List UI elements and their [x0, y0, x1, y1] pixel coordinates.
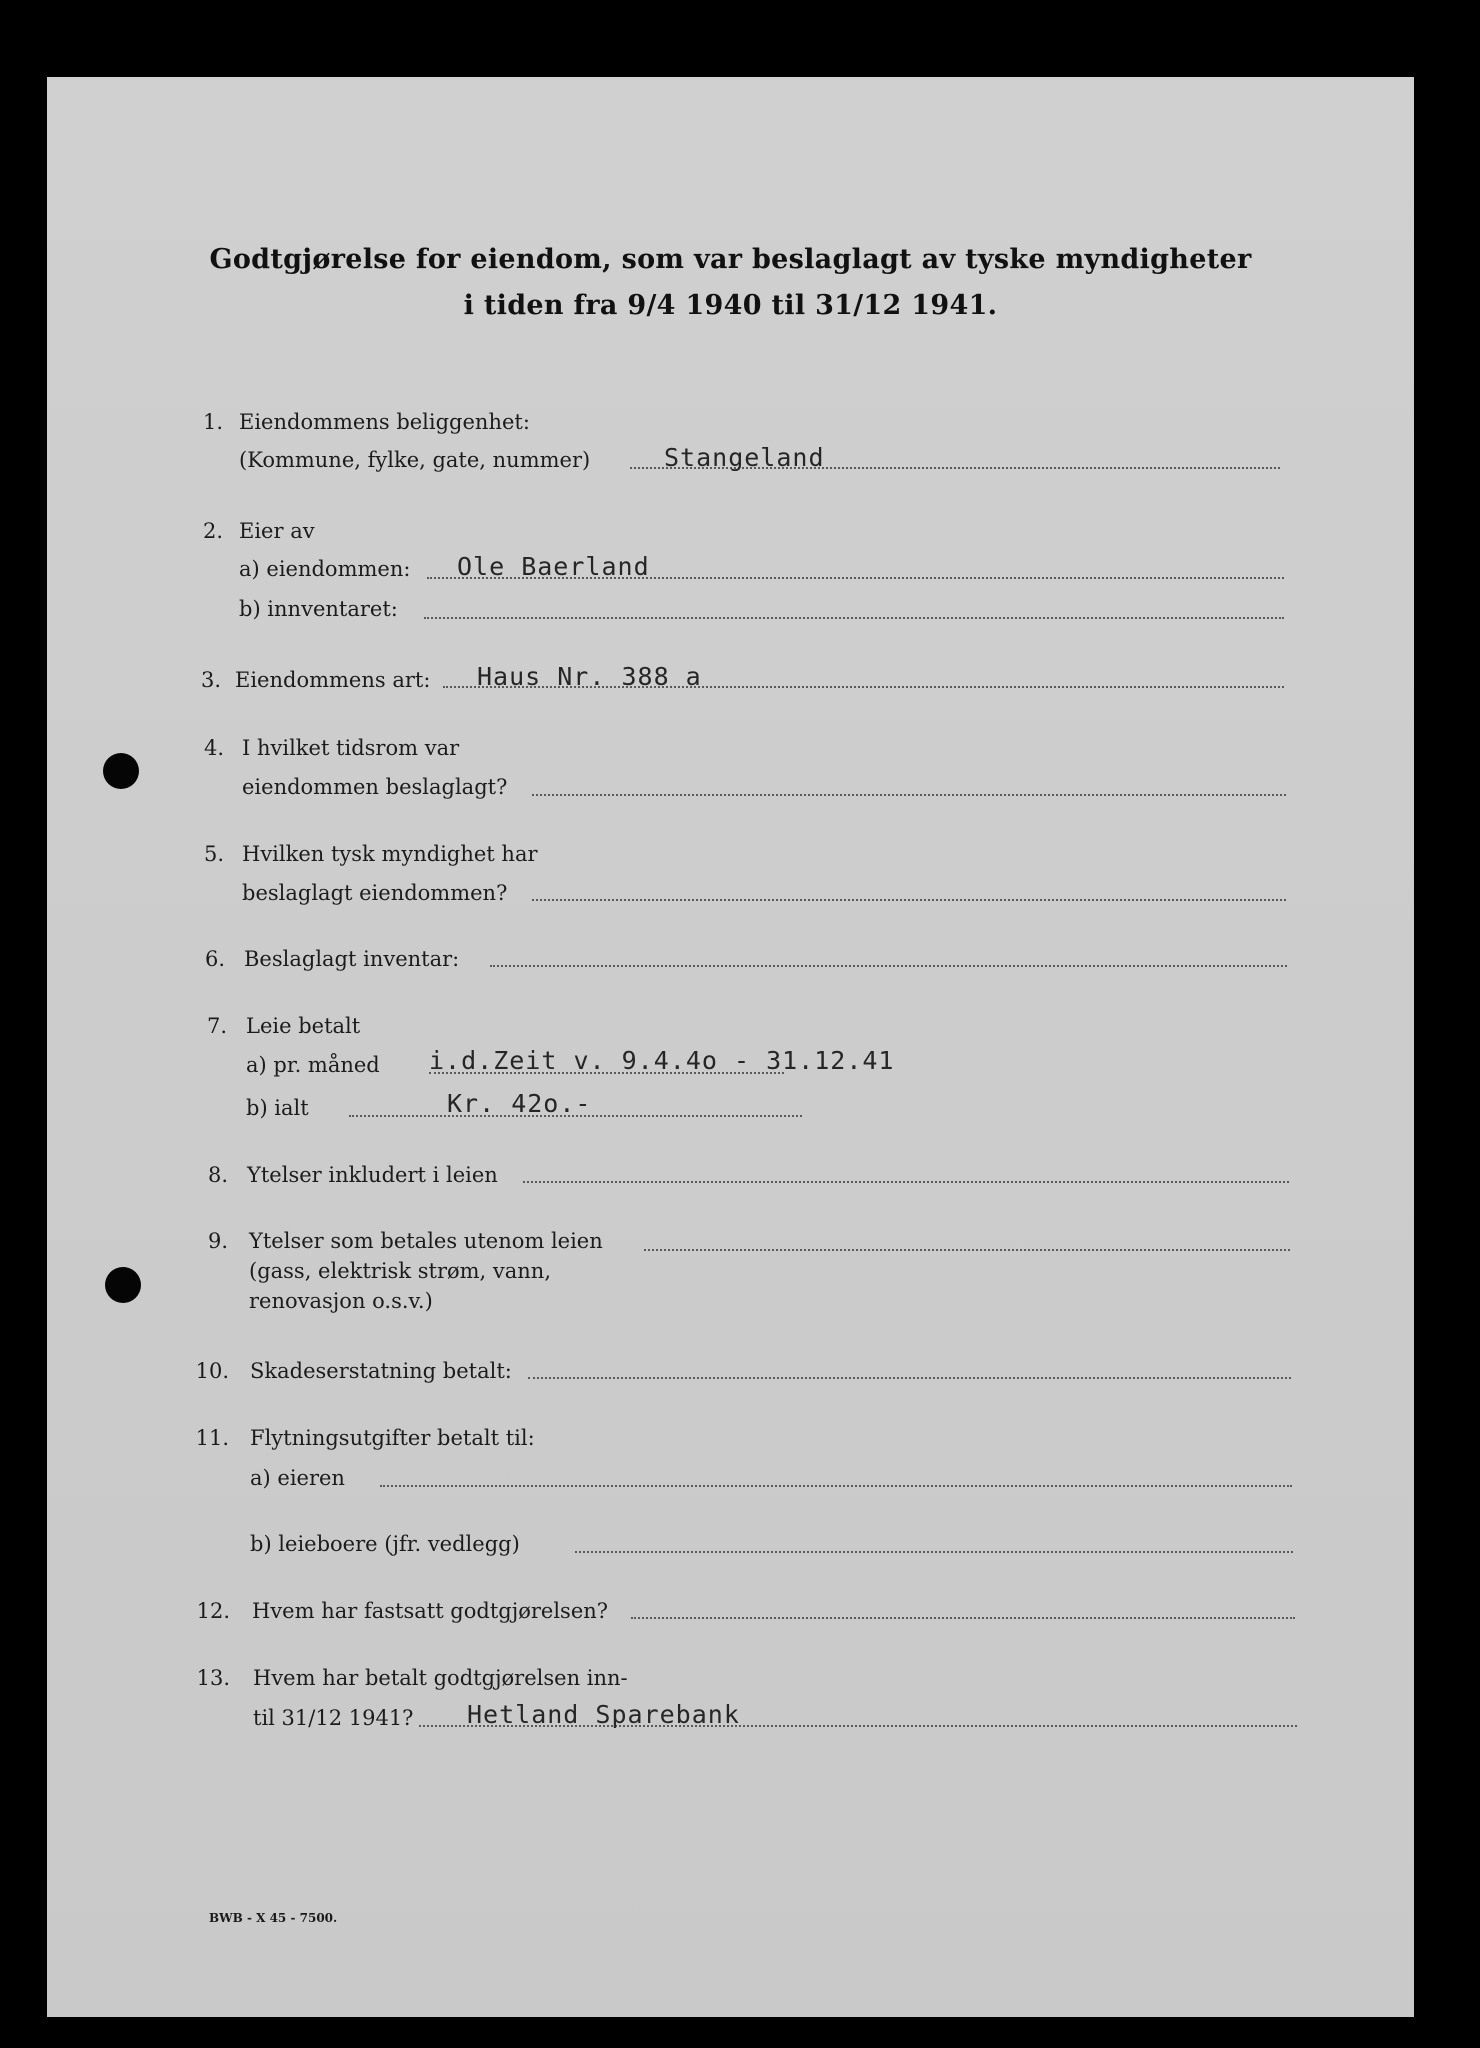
- field-2a-value: Ole Baerland: [457, 552, 650, 581]
- field-number: 5.: [203, 842, 224, 866]
- field-label: I hvilket tidsrom var: [242, 736, 460, 760]
- field-label-detail: beslaglagt eiendommen?: [242, 881, 508, 905]
- field-number: 13.: [196, 1666, 230, 1690]
- field-5-line[interactable]: [532, 899, 1286, 901]
- field-2b-line[interactable]: [424, 617, 1284, 619]
- field-number: 1.: [202, 410, 223, 434]
- field-number: 4.: [203, 736, 224, 760]
- field-label-detail: (gass, elektrisk strøm, vann,: [249, 1259, 551, 1283]
- field-number: 8.: [207, 1163, 228, 1187]
- field-label-detail: renovasjon o.s.v.): [249, 1289, 433, 1313]
- field-7a-label: a) pr. måned: [246, 1053, 380, 1077]
- field-1-value: Stangeland: [664, 443, 825, 472]
- field-number: 11.: [195, 1426, 229, 1450]
- field-label-detail: eiendommen beslaglagt?: [242, 775, 508, 799]
- field-label: Hvilken tysk myndighet har: [242, 842, 538, 866]
- field-11a-line[interactable]: [380, 1485, 1292, 1487]
- field-number: 2.: [202, 519, 223, 543]
- field-10-line[interactable]: [528, 1377, 1291, 1379]
- field-3-value: Haus Nr. 388 a: [477, 662, 702, 691]
- field-6-line[interactable]: [490, 965, 1287, 967]
- field-11b-label: b) leieboere (jfr. vedlegg): [250, 1532, 520, 1556]
- field-label: Hvem har fastsatt godtgjørelsen?: [252, 1599, 609, 1623]
- field-label: Ytelser som betales utenom leien: [249, 1229, 603, 1253]
- field-13-value: Hetland Sparebank: [467, 1700, 740, 1729]
- field-number: 12.: [196, 1599, 230, 1623]
- field-11b-line[interactable]: [575, 1551, 1293, 1553]
- field-7b-label: b) ialt: [246, 1096, 309, 1120]
- field-9-line[interactable]: [644, 1249, 1290, 1251]
- field-label-detail: (Kommune, fylke, gate, nummer): [239, 448, 591, 472]
- field-label: Hvem har betalt godtgjørelsen inn-: [253, 1666, 628, 1690]
- field-label: Eiendommens beliggenhet:: [239, 410, 530, 434]
- field-label: Ytelser inkludert i leien: [247, 1163, 498, 1187]
- field-number: 3.: [200, 668, 221, 692]
- field-label: Eier av: [239, 519, 315, 543]
- field-number: 6.: [204, 947, 225, 971]
- field-11a-label: a) eieren: [250, 1466, 345, 1490]
- field-number: 10.: [195, 1359, 229, 1383]
- field-7b-value: Kr. 42o.-: [447, 1089, 592, 1118]
- field-number: 9.: [207, 1229, 228, 1253]
- field-number: 7.: [206, 1014, 227, 1038]
- document-title-line2: i tiden fra 9/4 1940 til 31/12 1941.: [463, 290, 998, 321]
- field-2a-label: a) eiendommen:: [239, 557, 411, 581]
- form-code: BWB - X 45 - 7500.: [209, 1911, 338, 1925]
- field-2b-label: b) innventaret:: [239, 597, 398, 621]
- field-label: Flytningsutgifter betalt til:: [250, 1426, 535, 1450]
- field-label: Leie betalt: [246, 1014, 361, 1038]
- field-8-line[interactable]: [523, 1181, 1289, 1183]
- form-sheet: [47, 77, 1414, 2017]
- field-label: Beslaglagt inventar:: [244, 947, 460, 971]
- field-7a-value: i.d.Zeit v. 9.4.4o - 31.12.41: [429, 1046, 895, 1075]
- punch-hole-bottom: [105, 1267, 141, 1303]
- document-title-line1: Godtgjørelse for eiendom, som var beslaglagt av tyske myndigheter: [209, 244, 1252, 275]
- field-label-detail: til 31/12 1941?: [253, 1706, 414, 1730]
- field-12-line[interactable]: [631, 1617, 1295, 1619]
- field-label: Skadeserstatning betalt:: [250, 1359, 512, 1383]
- field-label: Eiendommens art:: [235, 668, 431, 692]
- punch-hole-top: [103, 753, 139, 789]
- field-4-line[interactable]: [532, 794, 1286, 796]
